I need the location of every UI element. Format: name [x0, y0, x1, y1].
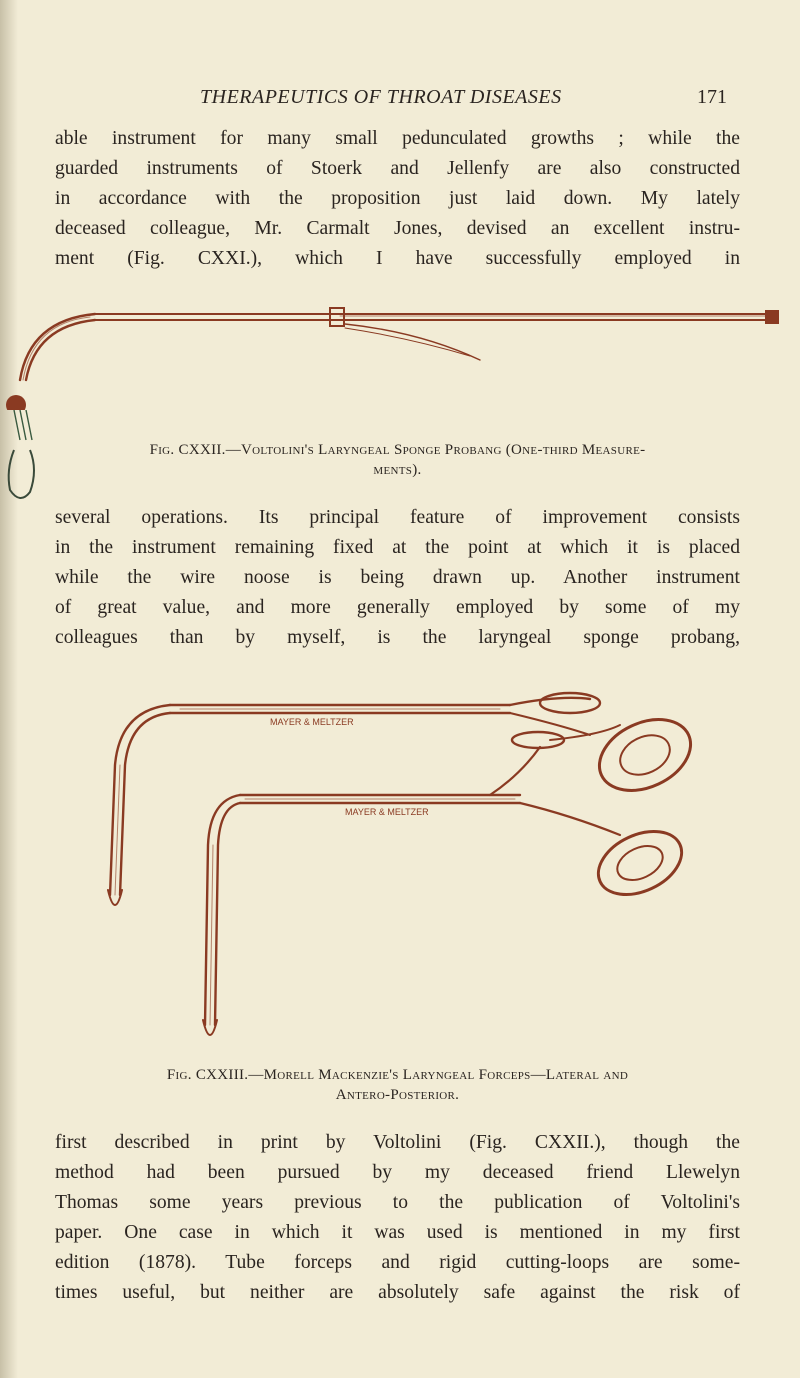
text-line: while the wire noose is being drawn up. Another instrument: [55, 567, 740, 588]
text-line: method had been pursued by my deceased friend Llewelyn: [55, 1162, 740, 1183]
text-line: first described in print by Voltolini (Fig. CXXII.), though the: [55, 1132, 740, 1153]
text-line: guarded instruments of Stoerk and Jellenfy are also constructed: [55, 158, 740, 179]
running-title: THERAPEUTICS OF THROAT DISEASES: [200, 86, 562, 108]
text-line: edition (1878). Tube forceps and rigid cutting-loops are some-: [55, 1252, 740, 1273]
text-line: times useful, but neither are absolutely safe against the risk of: [55, 1282, 740, 1303]
text-line: able instrument for many small pedunculated growths ; while the: [55, 128, 740, 149]
caption-line: Antero-Posterior.: [335, 1087, 460, 1103]
page-edge-shadow: [0, 0, 18, 1378]
caption-line: ments).: [373, 462, 422, 478]
maker-mark: MAYER & MELTZER: [345, 807, 429, 817]
figure-caption-cxxiii: [55, 1065, 740, 1105]
text-line: ment (Fig. CXXI.), which I have successfully employed in: [55, 248, 740, 269]
paragraph-3: [55, 1128, 740, 1308]
page-number: 171: [697, 86, 727, 108]
page-header: [0, 86, 800, 116]
maker-mark: MAYER & MELTZER: [270, 717, 354, 727]
text-line: paper. One case in which it was used is mentioned in my first: [55, 1222, 740, 1243]
text-line: in the instrument remaining fixed at the point at which it is placed: [55, 537, 740, 558]
sponge-tip-illustration: [0, 410, 60, 520]
paragraph-1: [55, 124, 740, 274]
paragraph-2: [55, 503, 740, 653]
text-line: in accordance with the proposition just laid down. My lately: [55, 188, 740, 209]
figure-caption-cxxii: [55, 440, 740, 480]
caption-line: Fig. CXXII.—Voltolini's Laryngeal Sponge Probang (One-third Measure-: [149, 442, 646, 458]
text-line: Thomas some years previous to the publication of Voltolini's: [55, 1192, 740, 1213]
text-line: deceased colleague, Mr. Carmalt Jones, devised an excellent instru-: [55, 218, 740, 239]
text-line: of great value, and more generally employed by some of my: [55, 597, 740, 618]
text-line: colleagues than by myself, is the laryngeal sponge probang,: [55, 627, 740, 648]
text-line: several operations. Its principal feature of improvement consists: [55, 507, 740, 528]
sponge-probang-illustration: [0, 280, 800, 410]
laryngeal-forceps-illustration: [80, 665, 720, 1045]
caption-line: Fig. CXXIII.—Morell Mackenzie's Laryngeal Forceps—Lateral and: [166, 1067, 629, 1083]
